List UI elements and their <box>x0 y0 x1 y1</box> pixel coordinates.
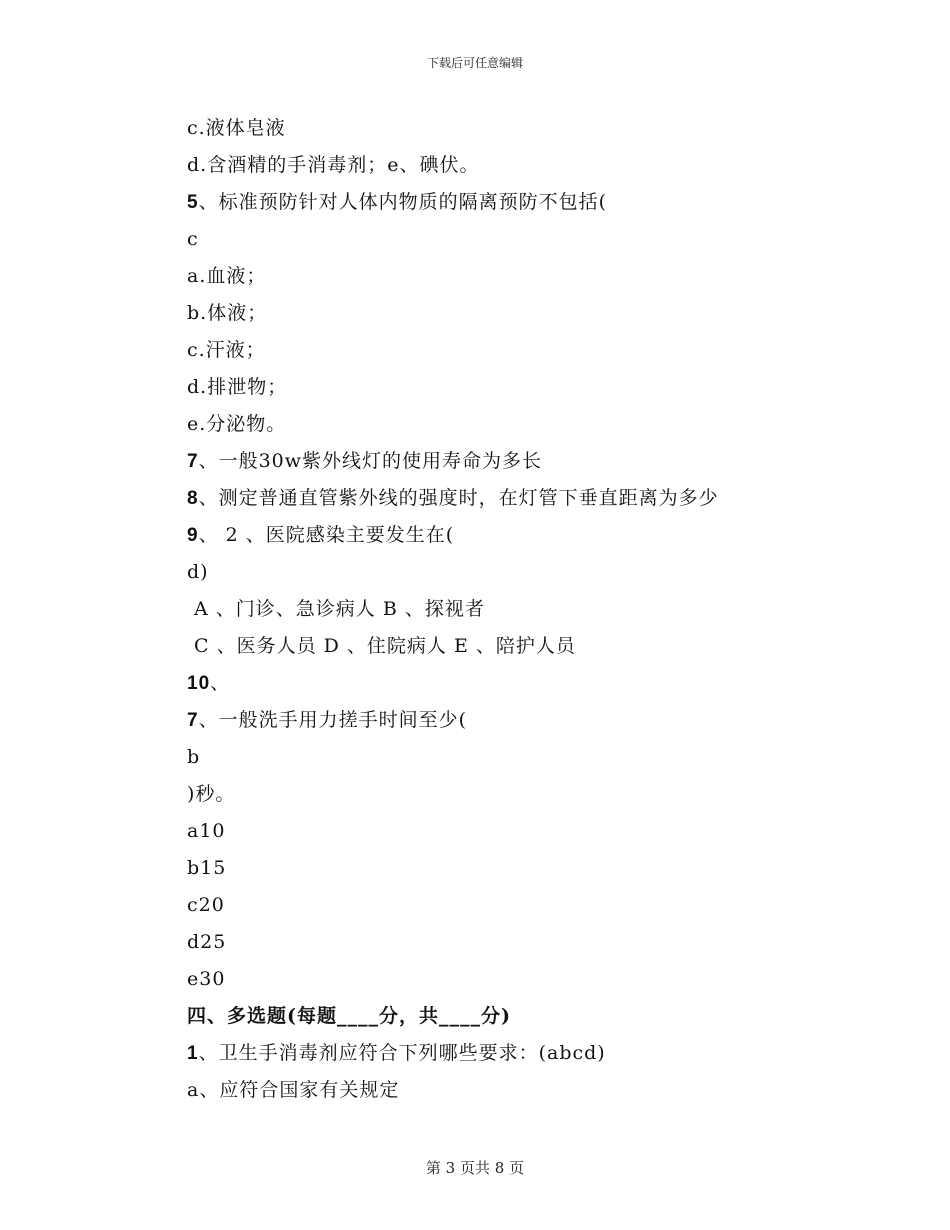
line-text: 四、多选题(每题____分，共____分) <box>187 1005 511 1027</box>
text-line <box>187 221 807 258</box>
text-line <box>187 406 807 443</box>
page-header: 下载后可任意编辑 <box>426 56 523 70</box>
line-text: d.含酒精的手消毒剂；e、碘伏。 <box>187 154 480 176</box>
line-text: a10 <box>187 820 226 842</box>
text-line <box>187 332 807 369</box>
text-line <box>187 110 807 147</box>
text-line <box>187 1035 807 1072</box>
line-text: c20 <box>187 894 225 916</box>
text-line <box>187 887 807 924</box>
page-footer: 第 3 页共 8 页 <box>425 1159 525 1177</box>
line-text: 、 <box>210 672 231 694</box>
line-text: 、 2 、医院感染主要发生在( <box>198 524 455 546</box>
text-line <box>187 850 807 887</box>
item-number: 9 <box>187 525 199 546</box>
text-line <box>187 517 807 554</box>
line-text: d) <box>187 561 209 583</box>
text-line <box>187 369 807 406</box>
text-line <box>187 184 807 221</box>
document-body <box>187 110 807 1109</box>
line-text: c.汗液； <box>187 339 266 361</box>
text-line <box>187 443 807 480</box>
line-text: e.分泌物。 <box>187 413 287 435</box>
text-line <box>187 1072 807 1109</box>
line-text: 、标准预防针对人体内物质的隔离预防不包括( <box>198 191 607 213</box>
line-text: d.排泄物； <box>187 376 288 398</box>
text-line <box>187 258 807 295</box>
item-number: 1 <box>187 1043 199 1064</box>
text-line <box>187 702 807 739</box>
item-number: 8 <box>187 488 199 509</box>
text-line <box>187 554 807 591</box>
item-number: 5 <box>187 192 199 213</box>
item-number: 7 <box>187 710 199 731</box>
text-line <box>187 924 807 961</box>
line-text: C 、医务人员 D 、住院病人 E 、陪护人员 <box>187 635 576 657</box>
item-number: 10 <box>187 673 211 694</box>
text-line <box>187 665 807 702</box>
text-line <box>187 147 807 184</box>
line-text: a.血液； <box>187 265 267 287</box>
line-text: e30 <box>187 968 226 990</box>
text-line <box>187 739 807 776</box>
line-text: b.体液； <box>187 302 268 324</box>
text-line <box>187 295 807 332</box>
line-text: 、一般30w紫外线灯的使用寿命为多长 <box>198 450 543 472</box>
text-line <box>187 776 807 813</box>
line-text: )秒。 <box>187 783 236 805</box>
line-text: a、应符合国家有关规定 <box>187 1079 400 1101</box>
line-text: 、测定普通直管紫外线的强度时，在灯管下垂直距离为多少 <box>198 487 719 509</box>
text-line <box>187 480 807 517</box>
line-text: 、卫生手消毒剂应符合下列哪些要求：(abcd) <box>198 1042 606 1064</box>
line-text: A 、门诊、急诊病人 B 、探视者 <box>187 598 485 620</box>
text-line <box>187 998 807 1035</box>
line-text: b15 <box>187 857 227 879</box>
text-line <box>187 591 807 628</box>
line-text: c.液体皂液 <box>187 117 286 139</box>
line-text: b <box>187 746 201 768</box>
line-text: c <box>187 228 199 250</box>
text-line <box>187 628 807 665</box>
text-line <box>187 813 807 850</box>
text-line <box>187 961 807 998</box>
line-text: d25 <box>187 931 227 953</box>
item-number: 7 <box>187 451 199 472</box>
line-text: 、一般洗手用力搓手时间至少( <box>198 709 467 731</box>
